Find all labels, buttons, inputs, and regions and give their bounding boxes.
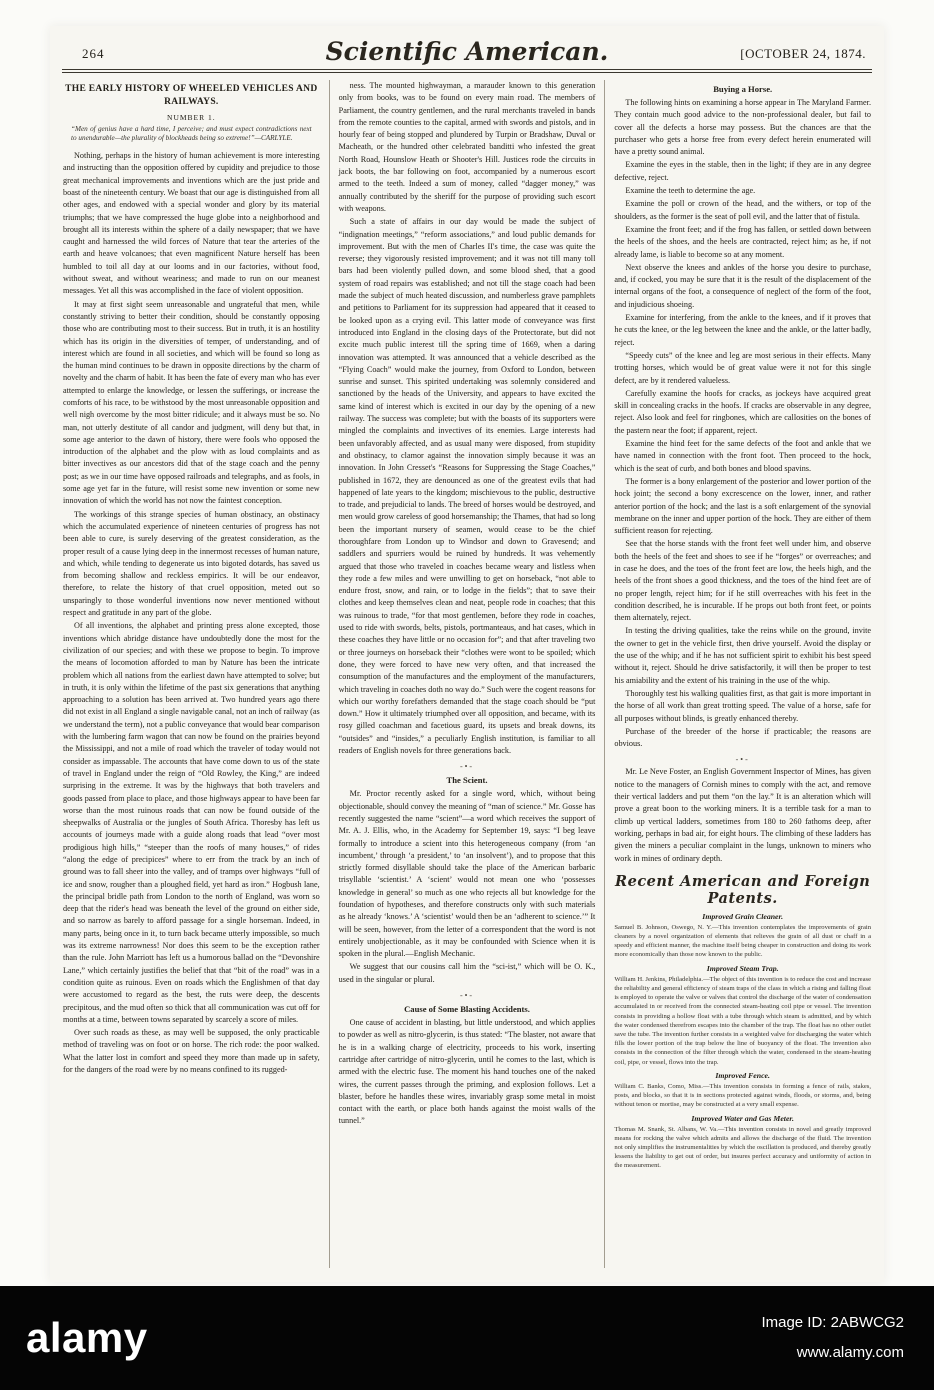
paragraph: It may at first sight seem unreasonable and ungrateful that men, while constantly striving to better their condition, should be constantly opposing those who are contributing most to their success. But in truth, it is an hostility which has its origin in the diversities of temper, of understanding, and of interest which are found in all societies, and which will be found so long as the human mind continues to be drawn in opposite directions by the charm of novelty and the charm of habit. It has been the fate of every man who has ever attempted to enlarge the knowledge, or lessen the sufferings, or increase the comforts of his race, to be withstood by the most unreasonable opposition and well nigh overcome by the most bitter ridicule; and it always must be so. No man, not utterly destitute of all candor and judgment, will deny but that, in some age anterior to the dawn of history, there were fools who opposed the introduction of the alphabet and the plow with as loud complaints and as bitter invectives as our ancestors did that of the stage coach and the penny post; as we in our time have opposed railroads and telegraphs, and as fools, in some age yet far in the future, will resist some new invention or some new innovation of which the world has not now the faintest conception. [63,299,320,506]
patent-title: Improved Water and Gas Meter. [691,1113,794,1123]
newspaper-page [50,26,884,1282]
section-title-buying-a-horse: Buying a Horse. [713,84,773,94]
paragraph: In testing the driving qualities, take the reins while on the ground, invite the owner to get in the vehicle first, then drive yourself. Avoid the display or the use of the whip; and if he has not sufficient spirit to exhibit his best speed without it, reject. Should he drive satisfactorily, it will then be proper to test his amiability and the extent of his training in the use of the whip. [614,626,872,685]
paragraph: Mr. Proctor recently asked for a single word, which, without being objectionable, should convey the meaning of “man of science.” Mr. Gosse has recently suggested the name “scient”—a word which receives the support of Mr. A. J. Ellis, who, in the Academy for September 19, says: “I beg leave formally to introduce a scient into this heterogeneous company (from ‘an incumbent,’ through ‘a president,’ to ‘an insolvent’), and to propose that this strictly formed disyllable should take the place of the American barbaric trisyllable ‘scientist.’ A ‘scient’ would not mean one who ‘possesses knowledge in general’ so much as one who rejects all but knowledge for the foundation of hypotheses, and therefore constructs only with such materials as he already ‘knows.’ A ‘scientist’ would then be an ‘adherent to science.’” It will be seen, however, from the letter of a correspondent that the word is not entirely unobjectionable, as it may be confounded with Science when it is spoken in the plural.—English Mechanic. [338,789,596,959]
paragraph: “Speedy cuts” of the knee and leg are most serious in their effects. Many trotting horses, which would be of great value were it not for this single defect, are by it rendered valueless. [614,350,872,385]
issue-date: [OCTOBER 24, 1874. [740,46,866,61]
column-layout [54,78,880,1268]
section-body-buying-a-horse [614,97,871,750]
section-title-blasting-accidents: Cause of Some Blasting Accidents. [404,1004,530,1015]
page-number: 264 [82,46,105,61]
section-body-blasting-accidents [339,1017,596,1128]
paragraph: See that the horse stands with the front feet well under him, and observe both the heels of the feet and shoes to see if he “forges” or overreaches; and in case he does, and the toes of the front feet are low, the heels high, and the heels of the front shoes a good thickness, and the toes of the hind feet are of no proper length, reject him; for if he still overreaches with his feet in the condition described, he is incurable. If he props out both front feet, or points them alternately, reject. [614,539,872,623]
paragraph: Nothing, perhaps in the history of human achievement is more interesting and instructing than the opposition offered by cupidity and prejudice to those great mechanical improvements and inventions which are the just pride and boast of the nineteenth century. We boast that our age is distinguished from all other ages, and endowed with a special wonder and glory by its material triumphs; that we have compressed the huge globe into a neighborhood and brought all its interests within the sphere of a daily newspaper; that we have caught and harnessed the wild forces of Nature that tear the arteries of the earth and heave volcanoes; that even magnificent Nature herself has been humbled to toil all day at our looms and in our factories, without food, without sweat, and without weariness; and made to run on our meanest messages. Yet all this was accomplished in the face of violent opposition. [63,151,320,296]
alamy-url: www.alamy.com [796,1344,904,1361]
mining-inspector-note [614,766,871,864]
paragraph: ness. The mounted highwayman, a marauder known to this generation only from books, was to be found on every main road. The members of Parliament, the country gentlemen, and the rural merchants traveled in bands from the remote counties to the capital, armed with swords and pistols, and in hourly fear of being stopped and plundered by Turpin or Bradshaw, Duval or Macheath, or the hundred other celebrated banditti who infested the great North Road, Hounslow Heath or Shooter's Hill. Justices rode the circuits in jack boots, the bar following on foot, accompanied by a numerous escort armed to the teeth. Indeed a sum of money, called “dagger money,” was annually contributed by the sheriff for the purpose of providing such escort with weapons. [338,81,596,213]
article-epigraph: “Men of genius have a hard time, I perceive; and must expect contradictions next to unendurable—the plurality of blockheads being so extreme!”—CARLYLE. [71,124,312,143]
paragraph: One cause of accident in blasting, but little understood, and which applies to powder as well as nitro-glycerin, is thus stated: “The blaster, not aware that he is in a walking charge of electricity, proceeds to his work, inserting cartridge after cartridge of nitro-glycerin, until he comes to the last, which is armed with the electric fuse. The moment his hand touches one of the naked wires, the current passes through the priming, and explosion follows. Let a blaster, before he handles these wires, invariably grasp some metal in moist contact with the earth, or place both hands against the moist walls of the tunnel.” [338,1018,596,1126]
article-title: THE EARLY HISTORY OF WHEELED VEHICLES AND RAILWAYS. [65,84,318,107]
paragraph: Carefully examine the hoofs for cracks, as jockeys have acquired great skill in concealing cracks in the hoofs. If cracks are observable in any degree, reject. Also look and feel for ringbones, which are callosities on the bones of the pastern near the foot; if apparent, reject. [614,388,872,435]
section-title-the-scient: The Scient. [446,775,488,786]
patent-entry [614,1071,871,1110]
paragraph: Of all inventions, the alphabet and printing press alone excepted, those inventions which abridge distance have undoubtedly done the most for the civilization of our species; and with these we propose to begin. To improve the means of locomotion afforded to man by Nature has been the intricate problem which all nations from the earliest dawn have attempted to solve; but in truth, it is only within the lifetime of the past six generations that anything approaching to a solution has been arrived at. Two hundred years ago there did not exist in all England a single navigable canal, not an inch of railway (as we understand the term), not a public conveyance that would bear comparison with the lumbering farm wagon that can now be found on the prairies beyond the Mississippi, and not a mile of road which the traveler of today would not consider as impassable. The accounts that have come down to us of the state of travel in England under the reign of “Old Rowley, the King,” are indeed surprising in the extreme. It was by the highways that both travelers and goods passed from place to place, and those highways appear to have been far worse than the most ruinous roads that can now be found outside of the sheepwalks of Australia or the jungles of South Africa. Thoresby has left us accounts of journeys made with a guide along roads that lead “over most prodigious high hills,” “steeper than the roofs of many houses,” of rides “along the edge of precipices” where to err from the track by an inch of ground was to fall sheer into the valley, and of tramps over highways “full of ice and snow, rougher than a ploughed field, yet hard as iron.” Hogbush lane, the principal bridle path from London to the north of England, was worn so deep that the rider's head was beneath the level of the ground on either side, and so narrow as barely to afford passage for a single horseman. Indeed, in many parts, being once in it, to turn back became utterly impossible, so much was its extreme narrowness! Nor does this seem to be the exception rather than the rule. John Marriott has left us a humorous ballad on the “Devonshire Lane,” which certainly justifies the belief that that “bit of the road” was in a condition quite as ruinous. Even on roads which the Englishmen of that day were accustomed to regard as the best, the ruts were deep, the descents precipitous, and the mud often so thick that all communication was cut off for months at a time, between towns separated by scarcely a score of miles. [63,621,320,1024]
article-body [63,150,320,1076]
image-id: Image ID: 2ABWCG2 [761,1314,904,1331]
patents-heading: Recent American and Foreign Patents. [615,872,871,907]
patent-entry [614,912,871,960]
paragraph: Next observe the knees and ankles of the horse you desire to purchase, and, if cocked, you may be sure that it is the result of the displacement of the internal organs of the foot, a consequence of neglect of the form of the foot, and injudicious shoeing. [614,262,872,309]
patent-body: William H. Jenkins, Philadelphia.—The object of this invention is to reduce the cost and increase the reliability and general efficiency of steam traps of the class in which a rising and falling float is employed to operate the valve or valves that control the discharge of the water of condensation accumulated in or received from the connected steam-heating coil pipe or vessel. The invention consists in providing a hollow float with a tube through which steam is admitted, and by which the water condensed therefrom escapes into the chamber of the trap. The float has no other outlet save the tube. The invention further consists in a weighted valve for discharging the water which fills the lower portion of the trap below the line of buoyancy of the float. The invention also consists in the connection of the filter through which the water, condensed in the steam-heating coil, pipe, or vessel, flows into the trap. [614,975,872,1066]
alamy-meta [761,1308,904,1368]
paragraph: Purchase of the breeder of the horse if practicable; the reasons are obvious. [614,726,872,749]
paragraph: The following hints on examining a horse appear in The Maryland Farmer. They contain much good advice to the non-professional dealer, but fail to cover all the defects a horse may possess. But the chances are that the purchaser who gets a horse free from every defect herein enumerated will have a pretty sound animal. [614,98,872,157]
paragraph: Examine for interfering, from the ankle to the knees, and if it proves that he cuts the knee, or the leg between the knee and the ankle, or the latter badly, reject. [614,313,872,347]
section-body-the-scient [339,788,596,986]
page-header [54,32,880,66]
header-rule [62,69,872,73]
patent-body: Samuel B. Johnson, Oswego, N. Y.—This invention contemplates the improvements of grain cleaners by a novel organization of elements that relieves the grain of all dust or chaff in a speedy and efficient manner, the machine itself being cheaper in construction and doing its work more economically than those now known to the public. [614,923,872,959]
patent-entry [614,1114,871,1171]
paragraph: Examine the eyes in the stable, then in the light; if they are in any degree defective, reject. [614,160,872,182]
section-separator-ornament: -•- [459,991,475,1001]
paragraph: The former is a bony enlargement of the posterior and lower portion of the hock joint; the second a bony excrescence on the lower, inner, and rather anterior portion of the hock; and the last is a soft enlargement of the synovial membrane on the inner and upper portion of the hock. They are either of them sufficient reason for rejecting. [614,476,872,536]
paragraph: Such a state of affairs in our day would be made the subject of “indignation meetings,” “reform associations,” and loud public demands for improvement. But with the men of Charles II's time, the case was quite the reverse; they vigorously resisted improvement; and it was not till many toll bars had been violently pulled down, and some blood shed, that a good system of road repairs was established; and not till the stage coach had been made the subject of much heated discussion, and numberless grave pamphlets and petitions to Parliament for its suppression had appeared that it ceased to be looked upon as a crying evil. This latter mode of conveyance was first introduced into England in the closing days of the Protectorate, but did not excite much public interest till the spring time of 1669, when a daring innovation was attempted. It was announced that a vehicle described as the “Flying Coach” would make the journey, from Oxford to London, between sunrise and sunset. This spirited undertaking was solemnly considered and sanctioned by the heads of the University, and appears to have excited the same kind of interest which is excited in our day by the opening of a new railway. The success was complete; but with the boasts of its supporters were mingled the complaints and invectives of its enemies. Large interests had been unfavorably affected, and as usual many were disposed, from stupidity and obstinacy, to clamor against the innovation simply because it was an innovation. In John Cresset's “Reasons for Suppressing the Stage Coaches,” published in 1672, they are denounced as one of the greatest evils that had happened of late years to the kingdom; mischievous to the public, destructive to trade, and prejudicial to lands. The breed of horses would be destroyed, and men would grow careless of good horsemanship; the Thames, that had so long been the important nursery of seamen, would cease to be the chief thoroughfare from London up to Windsor and down to Gravesend; and saddlers and spurriers would be ruined by hundreds. It was vehemently argued that those who traveled in coaches became weary and listless when they rode a few miles and were unwilling to get on horseback, “not able to endure frost, snow, and rain, or to lodge in the fields”; that to save their clothes and keep themselves clean and neat, people rode in coaches; that this was ruinous to trade, “for that most gentlemen, before they rode in coaches, used to ride with swords, belts, pistols, portmanteaus, and hat cases, which in these coaches they have little or no occasion for”; and that after traveling two or three journeys on horseback their “clothes were wont to be spoiled; which done, they were forced to have new very often, and that increased the consumption of the manufactures and the employment of the manufacturers, which traveling in coaches doth no way do.” Such were the cogent reasons for which our worthy forefathers demanded that the stage coach should be “put down.” How it ultimately triumphed over all opposition, and became, with its rosy gilled coachman and facetious guard, its upsets and break downs, its “outsides” and “insides,” a peculiarly English institution, is familiar to all readers of English novels for three generations back. [338,217,596,756]
alamy-bar [0,1286,934,1390]
article-kicker: NUMBER 1. [167,112,216,122]
patent-title: Improved Fence. [715,1070,770,1080]
article-continuation [339,80,596,757]
patent-title: Improved Steam Trap. [706,963,779,973]
patent-title: Improved Grain Cleaner. [702,911,784,921]
paragraph: Examine the teeth to determine the age. [625,186,756,196]
column-middle [330,78,605,1268]
paragraph: Examine the front feet; and if the frog has fallen, or settled down between the heels of the shoes, and the heels are contracted, reject him; as he, if not already lame, is liable to become so at any moment. [614,224,872,259]
section-separator-ornament: -•- [735,755,750,765]
column-left [54,78,329,1268]
alamy-logo: alamy [26,1314,148,1361]
paragraph: Examine the hind feet for the same defects of the foot and ankle that we have named in connection with the front foot. Then proceed to the hock, which is the seat of curb, and both bones and blood spavins. [614,439,872,473]
patent-body: William C. Banks, Como, Miss.—This invention consists in forming a fence of rails, stakes, posts, and blocks, so that it is in sections protected against winds, floods, or storms, and, being without tenon or mortise, may be constructed at a very small expense. [614,1082,872,1109]
paragraph: Examine the poll or crown of the head, and the withers, or top of the shoulders, as the former is the seat of poll evil, and the latter that of fistula. [614,199,872,221]
paragraph: Thoroughly test his walking qualities first, as that gait is more important in the horse of all work than great trotting speed. The value of a horse, safe for all purposes without blinds, is greatly enhanced thereby. [614,688,872,723]
paragraph: Over such roads as these, as may well be supposed, the only practicable method of traveling was on foot or on horse. The rich rode: the poor walked. What the latter lost in comfort and speed they more than made up in safety, for the dangers of the road were by no means confined to its rugged- [63,1028,320,1075]
section-separator-ornament: -•- [459,762,475,772]
paragraph: The workings of this strange species of human obstinacy, an obstinacy which the accumulated experience of nineteen centuries of progress has not been able to cure, is surely deserving of the greatest consideration, as the proper result of a cause lying deep in the innermost recesses of human nature, and which, while tending to degenerate us into bigoted dotards, has saved us from becoming shallow and reckless empirics. It will be our endeavor, therefore, to relate the history of that cruel opposition, meted out so unsparingly to those wonderful inventions now never mentioned without respect and gratitude in any part of the globe. [63,509,320,618]
column-right [605,78,880,1268]
patent-entry [614,964,871,1067]
masthead: Scientific American. [325,37,609,66]
paragraph: Mr. Le Neve Foster, an English Government Inspector of Mines, has given notice to the managers of Cornish mines to comply with the act, and remove their vertical ladders and put them “on the lay.” It is an alteration which will prove a great boon to the working miners. It is a terrible task for a man to climb up vertical ladders, sometimes from 180 to 260 fathoms deep, after working, perhaps in bad air, for eight hours. The climbing of these ladders has given the miners a peculiar complaint in the lungs, unknown to miners who work in mines of ordinary depth. [614,767,872,863]
paragraph: We suggest that our cousins call him the “sci-ist,” which will be O. K., used in the singular or plural. [338,962,596,984]
patent-body: Thomas M. Snank, St. Albans, W. Va.—This invention consists in novel and greatly improved means for rocking the valve which admits and allows the discharge of the fluid. The invention not only simplifies the instrumentalities by which the oscillation is produced, and thereby greatly lessens the liability to get out of order, but insures perfect accuracy and uniformity of action in the measurement. [614,1125,872,1170]
